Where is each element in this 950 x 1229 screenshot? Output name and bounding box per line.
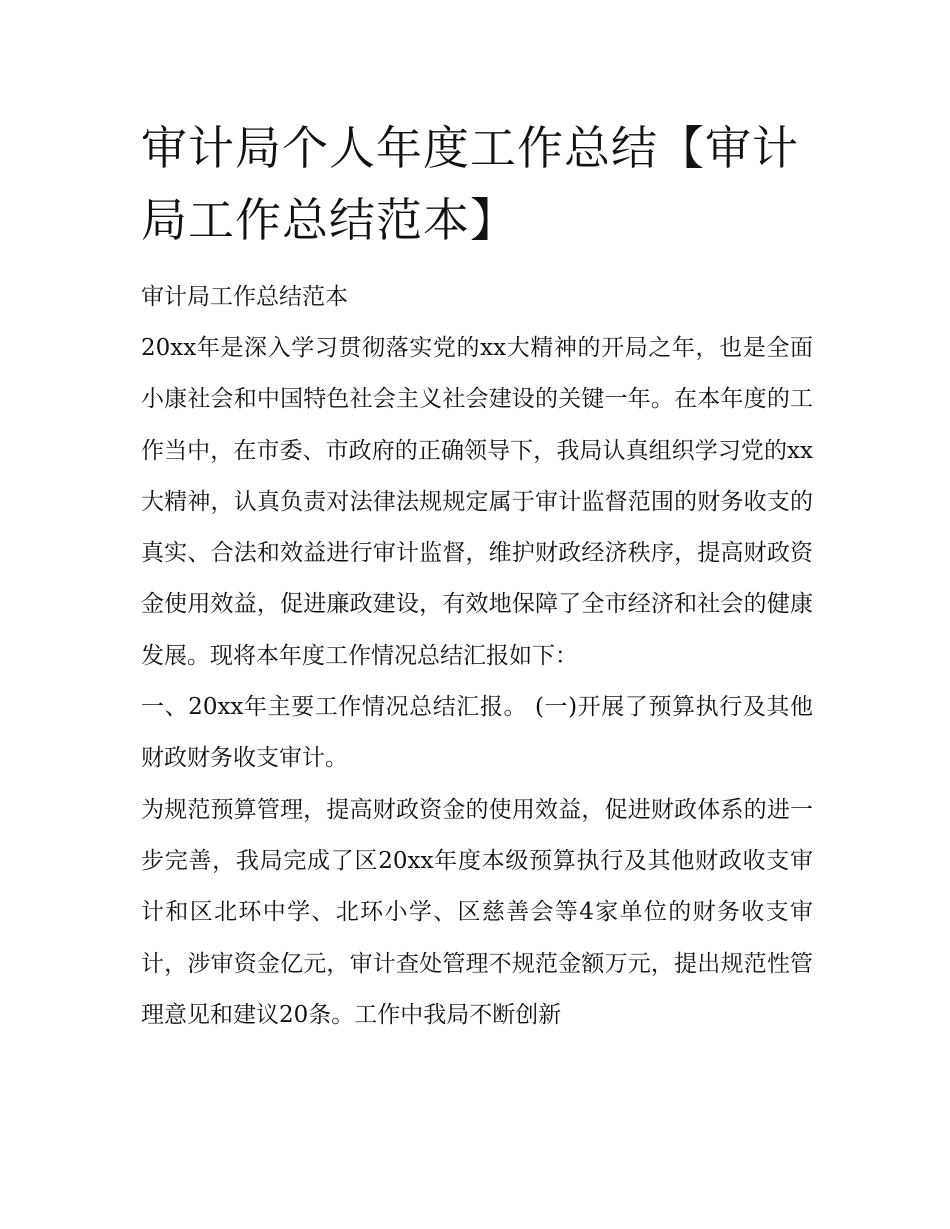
document-body: [141, 112, 813, 1041]
document-title: 审计局个人年度工作总结【审计局工作总结范本】: [141, 121, 799, 247]
paragraph-intro: 20xx年是深入学习贯彻落实党的xx大精神的开局之年，也是全面小康社会和中国特色社会主义社会建设的关键一年。在本年度的工作当中，在市委、市政府的正确领导下，我局认真组织学习党的xx大精神，认真负责对法律法规规定属于审计监督范围的财务收支的真实、合法和效益进行审计监督，维护财政经济秩序，提高财政资金使用效益，促进廉政建设，有效地保障了全市经济和社会的健康发展。现将本年度工作情况总结汇报如下：: [141, 335, 813, 669]
document-subtitle: 审计局工作总结范本: [141, 284, 348, 310]
paragraph-budget-audit: 为规范预算管理，提高财政资金的使用效益，促进财政体系的进一步完善，我局完成了区20xx年度本级预算执行及其他财政收支审计和区北环中学、北环小学、区慈善会等4家单位的财务收支审计，涉审资金亿元，审计查处管理不规范金额万元，提出规范性管理意见和建议20条。工作中我局不断创新: [141, 796, 813, 1028]
paragraph-section-one-heading: 一、20xx年主要工作情况总结汇报。 (一)开展了预算执行及其他财政财务收支审计。: [141, 694, 813, 772]
